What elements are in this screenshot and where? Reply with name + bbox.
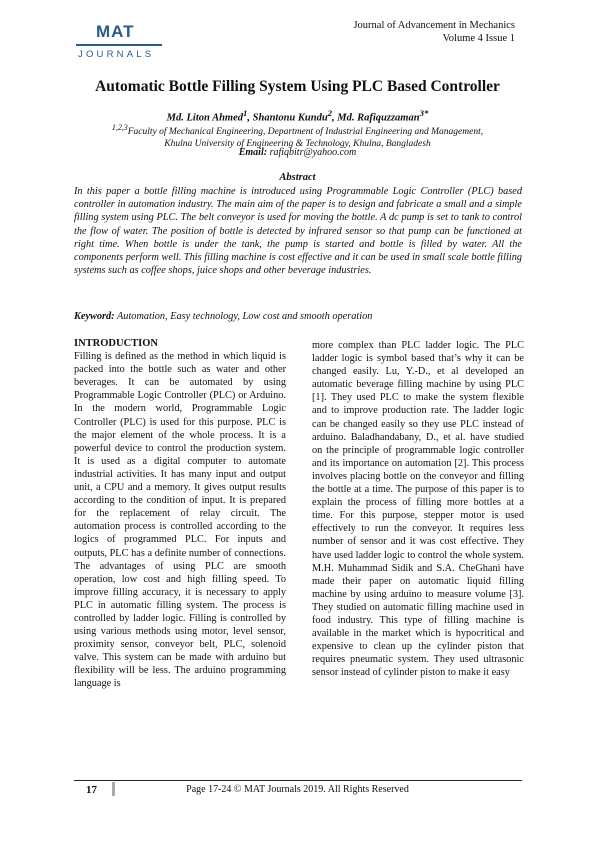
author-2: Shantonu Kundu (252, 112, 328, 124)
logo-divider (76, 44, 162, 46)
email-label: Email: (238, 147, 268, 158)
affiliation-line-2: Khulna University of Engineering & Technology, Khulna, Bangladesh (164, 139, 431, 150)
logo-mat-text: MAT (96, 22, 135, 41)
paper-title: Automatic Bottle Filling System Using PLC Based Controller (95, 78, 500, 95)
author-1: Md. Liton Ahmed (166, 112, 244, 124)
abstract-body: In this paper a bottle filling machine is introduced using Programmable Logic Controller (PLC) based controller in automation industry. The main aim of the paper is to design and fabricate a small and a simple filling system using PLC. The belt conveyor is used for moving the bottle. A dc pump is set to tank to control the flow of water. The position of bottle is detected by infrared sensor so that pump can be functioned at right time. When bottle is under the tank, the pump is started and bottle is filled by water. All the components perform well. This filling machine is cost effective and it can be used in small scale bottle filling systems such as coffee shops, juice shops and other beverage industries. (74, 186, 522, 277)
affiliation-sup: 1,2,3 (111, 123, 128, 132)
affiliation (0, 122, 595, 150)
author-3: Md. Rafiquzzaman (337, 112, 420, 124)
intro-paragraph-left: Filling is defined as the method in which liquid is packed into the bottle such as water and other beverages. It can be automated by using Programmable Logic Controller (PLC) or Arduino. In the modern world, Programmable Logic Controller (PLC) is used for this purpose. PLC is the major element of the whole process. It is a powerful device to control the production system. It is used as a digital computer to automate industrial activities. It has many input and output unit, a CPU and a memory. It gives output results according to the condition of input. It is prepared for the replacement of relay circuit. The automation process is controlled according to the logics of programmed PLC. For inputs and outputs, PLC has a definite number of connections. The advantages of using PLC are smooth operation, low cost and high filling speed. To improve filling accuracy, it is necessary to apply PLC in automatic filling system. The process is controlled by ladder logic. Filling is controlled by using various methods using motor, level sensor, proximity sensor, conveyor belt, PLC, solenoid valve. This system can be made with arduino but flexibility will be less. The arduino programming language is (74, 351, 286, 690)
journal-volume: Volume 4 Issue 1 (442, 33, 515, 44)
footer-copyright: Page 17-24 © MAT Journals 2019. All Rights Reserved (186, 784, 409, 795)
journal-header (353, 19, 515, 45)
journal-logo (76, 22, 162, 62)
contact-email (0, 147, 595, 158)
keywords-label: Keyword: (74, 311, 115, 322)
author-3-affil: 3 (419, 108, 424, 118)
logo-journals-text: JOURNALS (78, 49, 155, 60)
abstract-heading: Abstract (279, 172, 316, 183)
keywords (74, 311, 522, 322)
email-address[interactable]: rafiqbitr@yahoo.com (269, 147, 357, 158)
author-2-affil: 2 (327, 108, 333, 118)
page-number: 17 (86, 784, 97, 796)
affiliation-line-1: Faculty of Mechanical Engineering, Department of Industrial Engineering and Management, (127, 127, 484, 138)
author-1-affil: 1 (243, 108, 248, 118)
journal-name: Journal of Advancement in Mechanics (353, 20, 515, 31)
author-list: Md. Liton Ahmed$^1$, Shantonu Kundu$^2$, Md. Rafiquzzaman$^{3*}$ (166, 108, 429, 124)
body-column-left (74, 337, 286, 691)
intro-paragraph-right: more complex than PLC ladder logic. The PLC ladder logic is symbol based that’s why it can be changed easily. Lu, Y.-D., et al developed an automatic beverage filling machine by using PLC [1]. They used PLC to make the system flexible and to improve production rate. The ladder logic can be changed easily so they use PLC instead of arduino. Baladhandabany, D., et al. have studied on the principle of programmable logic controller and its importance on automation [2]. This process involves placing bottle on the conveyor and filling the bottle at a time. The purpose of this paper is to explain the process of filling more bottles at a time. For this purpose, stepper motor is used effectively to run the conveyor. It requires less number of sensor and it was cost effective. They have used ladder logic to control the whole system. M.H. Muhammad Sidik and S.A. CheGhani have made their paper on automatic liquid filling machine by using arduino to measure volume [3]. They studied on automatic filling machine used in food industry. This type of filling machine is available in the market which is hypocritical and expensive to clean up the cylinder piston that requires pneumatic system. They used ultrasonic sensor instead of cylinder piston to make it easy (312, 340, 524, 679)
section-heading-introduction: INTRODUCTION (74, 338, 159, 349)
footer-divider (74, 780, 522, 781)
corresponding-mark: * (423, 108, 429, 118)
keywords-value: Automation, Easy technology, Low cost and smooth operation (117, 311, 373, 322)
body-column-right (312, 339, 524, 679)
